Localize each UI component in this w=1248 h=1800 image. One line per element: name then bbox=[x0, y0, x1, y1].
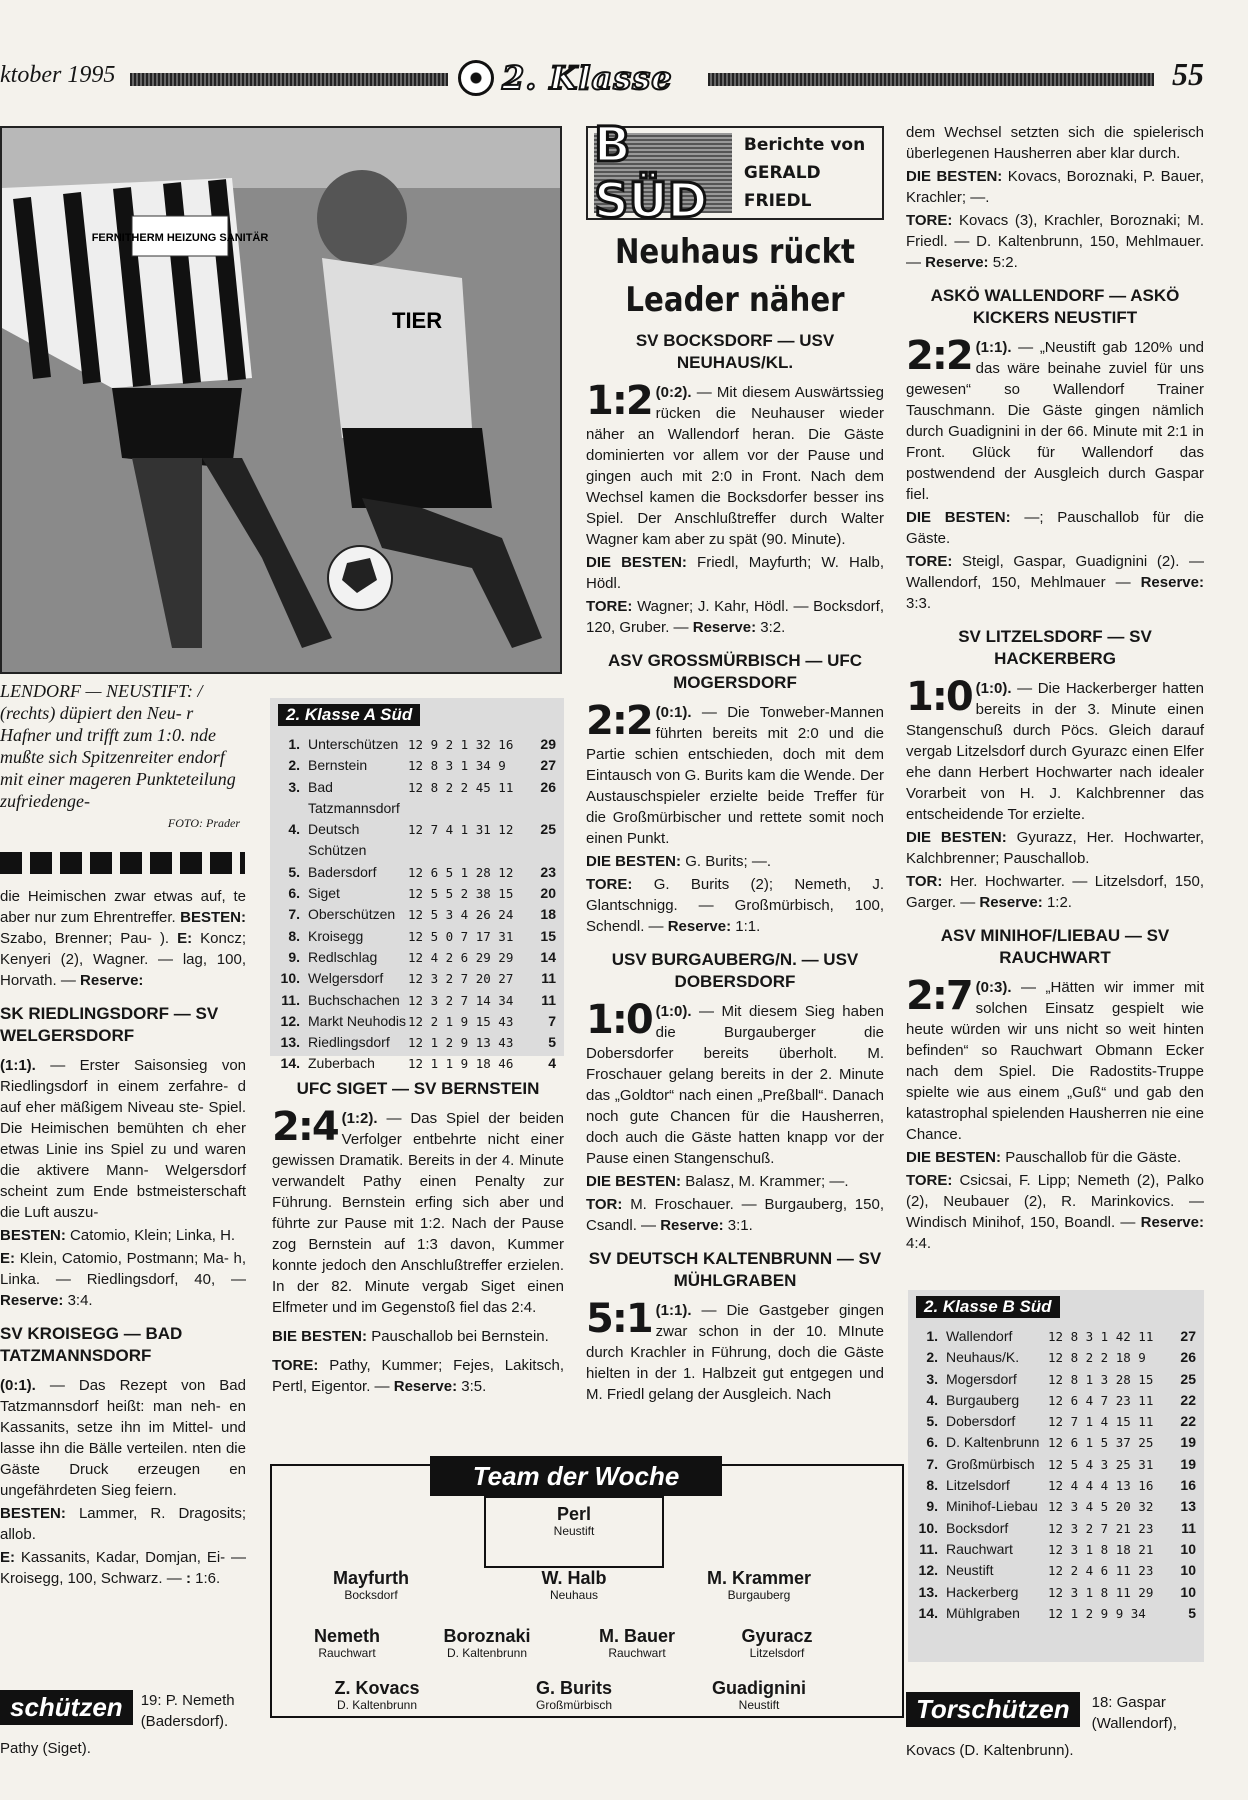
team-of-the-week bbox=[270, 1461, 904, 1718]
left-column bbox=[0, 886, 246, 1591]
rank: 6. bbox=[926, 1434, 938, 1451]
points: 27 bbox=[540, 757, 556, 774]
player-name: Boroznaki bbox=[443, 1626, 531, 1646]
scorers-label: schützen bbox=[0, 1690, 133, 1725]
points: 22 bbox=[1180, 1413, 1196, 1430]
points: 4 bbox=[548, 1055, 556, 1072]
headline: Neuhaus rückt Leader näher bbox=[614, 232, 856, 320]
stats: 12 5 5 2 38 15 bbox=[408, 886, 514, 902]
points: 25 bbox=[540, 821, 556, 838]
match-report: (1:1). — Erster Saisonsieg von Riedlingsdorf in einem zerfahre- d auf eher mäßigem Niveau ste- Spiel. Die Heimischen bemühten ch eher etwas Linie ins Spiel zu und waren die aktivere Mann- Welgersdorf scheint zum Ende bstmeisterschaft die Luft auszu- bbox=[0, 1057, 247, 1221]
team-name: Siget bbox=[308, 885, 340, 902]
stats: 12 3 4 5 20 32 bbox=[1048, 1499, 1154, 1515]
photo-credit: FOTO: Prader bbox=[167, 816, 240, 830]
rank: 6. bbox=[288, 885, 300, 902]
rank: 3. bbox=[926, 1370, 938, 1387]
team-name: Neustift bbox=[946, 1562, 994, 1579]
stats: 12 6 4 7 23 11 bbox=[1048, 1392, 1154, 1408]
stats: 12 6 5 1 28 12 bbox=[408, 864, 514, 880]
table-row bbox=[916, 1369, 1196, 1390]
player-name: Guadignini bbox=[712, 1678, 806, 1698]
table-row bbox=[916, 1518, 1196, 1539]
stats: 12 5 3 4 26 24 bbox=[408, 907, 514, 923]
team-name: Buchschachen bbox=[308, 991, 400, 1008]
header-rule-left bbox=[130, 73, 448, 86]
table-row bbox=[916, 1475, 1196, 1496]
scorers-text-2: Pathy (Siget). bbox=[0, 1740, 91, 1757]
team-name: Unterschützen bbox=[308, 736, 399, 752]
stats: 12 9 2 1 32 16 bbox=[408, 737, 514, 752]
player-name: Z. Kovacs bbox=[334, 1678, 420, 1698]
team-name: Zuberbach bbox=[308, 1055, 375, 1072]
stats: 12 3 2 7 21 23 bbox=[1048, 1520, 1154, 1536]
player-name: Mayfurth bbox=[333, 1568, 409, 1588]
table-row bbox=[916, 1496, 1196, 1517]
table-row bbox=[916, 1582, 1196, 1603]
points: 5 bbox=[548, 1034, 556, 1051]
team-player bbox=[684, 1568, 834, 1603]
table-row bbox=[278, 734, 556, 755]
stats: 12 8 1 3 28 15 bbox=[1048, 1371, 1154, 1387]
points: 10 bbox=[1180, 1540, 1196, 1557]
team-name: Bernstein bbox=[308, 757, 368, 774]
points: 11 bbox=[541, 970, 556, 987]
standings-table-b bbox=[908, 1290, 1204, 1662]
table-row bbox=[916, 1454, 1196, 1475]
rank: 14. bbox=[918, 1604, 938, 1621]
table-row bbox=[278, 990, 556, 1011]
stats: 12 1 2 9 13 43 bbox=[408, 1035, 514, 1051]
stats: 12 3 1 8 11 29 bbox=[1048, 1584, 1154, 1600]
stats: 12 2 1 9 15 43 bbox=[408, 1013, 514, 1029]
team-name: D. Kaltenbrunn bbox=[946, 1434, 1040, 1451]
match-heading: SV BOCKSDORF — USV NEUHAUS/KL. bbox=[635, 331, 835, 372]
points: 25 bbox=[1180, 1370, 1196, 1387]
match-report: 1:2 (0:2). — Mit diesem Auswärtssieg rücken die Neuhauser wieder näher an Wallendorf heran. Die Gäste dominierten vor allem vor der Pause und gingen auch mit 2:0 in Front. Nach dem Wechsel kamen die Bocksdorfer besser ins Spiel. Der Anschlußtreffer durch Walter Wagner kam aber zu spät (90. Minute). bbox=[586, 378, 884, 548]
points: 15 bbox=[540, 927, 556, 944]
rank: 12. bbox=[280, 1012, 300, 1029]
table-row bbox=[916, 1560, 1196, 1581]
match-best: DIE BESTEN: G. Burits; —. bbox=[586, 853, 772, 870]
points: 26 bbox=[540, 778, 556, 795]
points: 26 bbox=[1180, 1349, 1196, 1366]
rank: 13. bbox=[918, 1583, 938, 1600]
team-title: Team der Woche bbox=[430, 1456, 722, 1496]
scorers-text-2: Kovacs (D. Kaltenbrunn). bbox=[906, 1742, 1074, 1759]
table-row bbox=[278, 904, 556, 925]
points: 5 bbox=[1188, 1604, 1196, 1621]
player-club: Rauchwart bbox=[318, 1646, 376, 1660]
photo-caption bbox=[0, 680, 240, 834]
rank: 1. bbox=[926, 1328, 938, 1344]
points: 16 bbox=[1180, 1477, 1196, 1494]
points: 10 bbox=[1180, 1583, 1196, 1600]
section-separator bbox=[0, 852, 245, 874]
rank: 4. bbox=[288, 821, 300, 838]
match-best: DIE BESTEN: Kovacs, Boroznaki, P. Bauer, Krachler; —. bbox=[906, 168, 1204, 206]
match-best: DIE BESTEN: Gyurazz, Her. Hochwarter, Kalchbrenner; Pauschallob. bbox=[906, 829, 1205, 867]
rank: 11. bbox=[919, 1540, 938, 1557]
table-row bbox=[278, 947, 556, 968]
match-best: DIE BESTEN: —; Pauschallob für die Gäste. bbox=[906, 509, 1204, 547]
scorers-text: 19: P. Nemeth (Badersdorf). bbox=[140, 1692, 235, 1730]
issue-date: ktober 1995 bbox=[0, 62, 116, 88]
photo-shirt-right: TIER bbox=[392, 308, 443, 333]
match-report-cont: dem Wechsel setzten sich die spielerisch überlegenen Hausherren aber klar durch. bbox=[906, 124, 1204, 162]
match-report: (0:1). — Das Rezept von Bad Tatzmannsdorf heißt: man neh- en Kassanits, setze ihn im Mittel- und lasse ihn die Bälle verteilen. nten die Gäste Druck erzeugen en ungefährdeten Sieg feiern. bbox=[0, 1377, 246, 1499]
match-goals: TORE: Steigl, Gaspar, Guadignini (2). — Wallendorf, 150, Mehlmauer — Reserve: 3:3. bbox=[906, 553, 1205, 612]
stats: 12 3 2 7 20 27 bbox=[408, 971, 514, 987]
rank: 3. bbox=[288, 778, 300, 795]
match-heading: ASKÖ WALLENDORF — ASKÖ KICKERS NEUSTIFT bbox=[930, 286, 1180, 327]
rank: 2. bbox=[926, 1349, 938, 1366]
points: 20 bbox=[540, 885, 556, 902]
team-name: Kroisegg bbox=[308, 927, 364, 944]
stats: 12 5 4 3 25 31 bbox=[1048, 1456, 1154, 1472]
table-row bbox=[278, 883, 556, 904]
match-heading: USV BURGAUBERG/N. — USV DOBERSDORF bbox=[611, 950, 859, 991]
points: 27 bbox=[1180, 1328, 1196, 1344]
player-club: Neuhaus bbox=[549, 1588, 599, 1602]
player-name: M. Bauer bbox=[598, 1626, 676, 1646]
table-title: 2. Klasse B Süd bbox=[916, 1296, 1060, 1318]
rank: 9. bbox=[926, 1498, 938, 1515]
match-report: 2:7 (0:3). — „Hätten wir immer mit solchen Einsatz gespielt wie heute würden wir uns nicht so weit hinten befinden“ so Rauchwart Obmann Ecker nach dem Spiel. Die Radostits-Truppe spielte wie aus einem „Guß“ und gab den katastrophal spielenden Hausherren nie eine Chance. bbox=[906, 973, 1204, 1143]
region-label: B SÜD bbox=[594, 133, 732, 213]
points: 18 bbox=[540, 906, 556, 923]
player-club: Bocksdorf bbox=[344, 1588, 398, 1602]
match-goals: E: Klein, Catomio, Postmann; Ma- h, Linka. — Riedlingsdorf, 40, — Reserve: 3:4. bbox=[0, 1250, 246, 1309]
match-goals: TOR: Her. Hochwarter. — Litzelsdorf, 150, Garger. — Reserve: 1:2. bbox=[906, 873, 1204, 911]
right-column bbox=[906, 122, 1204, 1256]
football-icon bbox=[458, 60, 494, 96]
player-club: Neustift bbox=[553, 1524, 595, 1538]
byline: Berichte von GERALD FRIEDL bbox=[743, 135, 866, 211]
points: 10 bbox=[1180, 1562, 1196, 1579]
scorers-text: 18: Gaspar (Wallendorf), bbox=[1091, 1694, 1177, 1732]
player-name: G. Burits bbox=[535, 1678, 612, 1698]
team-player bbox=[296, 1568, 446, 1603]
team-name: Badersdorf bbox=[308, 863, 377, 880]
team-name: Dobersdorf bbox=[946, 1413, 1016, 1430]
team-name: Welgersdorf bbox=[308, 970, 384, 987]
rank: 14. bbox=[280, 1055, 300, 1072]
match-goals: E: Kassanits, Kadar, Domjan, Ei- — Kroisegg, 100, Schwarz. — : 1:6. bbox=[0, 1549, 246, 1587]
team-name: Bocksdorf bbox=[946, 1519, 1009, 1536]
team-name: Großmürbisch bbox=[946, 1455, 1035, 1472]
player-name: W. Halb bbox=[541, 1568, 607, 1588]
match-best: DIE BESTEN: Pauschallob für die Gäste. bbox=[906, 1149, 1182, 1166]
match-heading: SK RIEDLINGSDORF — SV WELGERSDORF bbox=[0, 1004, 219, 1045]
player-club: D. Kaltenbrunn bbox=[336, 1698, 418, 1712]
rank: 7. bbox=[926, 1455, 938, 1472]
rank: 7. bbox=[288, 906, 300, 923]
points: 14 bbox=[540, 948, 556, 965]
player-club: Litzelsdorf bbox=[749, 1646, 805, 1660]
stats: 12 7 1 4 15 11 bbox=[1048, 1414, 1154, 1430]
scorers-b bbox=[906, 1692, 1206, 1734]
match-heading: ASV GROSSMÜRBISCH — UFC MOGERSDORF bbox=[607, 651, 863, 692]
rank: 2. bbox=[288, 757, 300, 774]
points: 7 bbox=[548, 1012, 556, 1029]
match-goals: TORE: G. Burits (2); Nemeth, J. Glantschnigg. — Großmürbisch, 100, Schendl. — Reserve: 1:1. bbox=[586, 876, 884, 935]
team-name: Wallendorf bbox=[946, 1328, 1013, 1344]
stats: 12 1 1 9 18 46 bbox=[408, 1056, 514, 1072]
table-row bbox=[916, 1539, 1196, 1560]
left-text: die Heimischen zwar etwas auf, te aber nur zum Ehrentreffer. BESTEN: Szabo, Brenner; Pau- ). E: Koncz; Kenyeri (2), Wagner. — lag, 100, Horvath. — Reserve: bbox=[0, 888, 246, 989]
team-name: Bad Tatzmannsdorf bbox=[308, 778, 400, 816]
match-heading: ASV MINIHOF/LIEBAU — SV RAUCHWART bbox=[940, 926, 1170, 967]
team-name: Mogersdorf bbox=[946, 1370, 1017, 1387]
section-title: 2. Klasse bbox=[458, 56, 708, 100]
table-title: 2. Klasse A Süd bbox=[278, 704, 420, 726]
team-name: Minihof-Liebau bbox=[946, 1498, 1038, 1515]
team-name: Riedlingsdorf bbox=[308, 1034, 390, 1051]
team-player bbox=[499, 1678, 649, 1713]
stats: 12 5 0 7 17 31 bbox=[408, 928, 514, 944]
table-row bbox=[278, 926, 556, 947]
stats: 12 7 4 1 31 12 bbox=[408, 822, 514, 838]
table-row bbox=[278, 819, 556, 862]
rank: 8. bbox=[926, 1477, 938, 1494]
points: 29 bbox=[540, 736, 556, 752]
header-rule-right bbox=[708, 73, 1154, 86]
stats: 12 8 3 1 42 11 bbox=[1048, 1329, 1154, 1344]
photo-caption-text: LENDORF — NEUSTIFT: / (rechts) düpiert den Neu- r Hafner und trifft zum 1:0. nde mußte sich Spitzenreiter endorf mit einer mageren Punkteteilung zufriedenge- bbox=[0, 681, 236, 811]
stats: 12 4 4 4 13 16 bbox=[1048, 1478, 1154, 1494]
points: 19 bbox=[1180, 1455, 1196, 1472]
rank: 11. bbox=[281, 991, 300, 1008]
match-report: 2:2 (0:1). — Die Tonweber-Mannen führten bereits mit 2:0 und die Partie schien entschieden, doch mit dem Eintausch von G. Burits kam die Wende. Der Austauschspieler erzielte beide Treffer für die Großmürbischer und rettete somit noch einen Punkt. bbox=[586, 698, 885, 847]
rank: 4. bbox=[926, 1391, 938, 1408]
stats: 12 2 4 6 11 23 bbox=[1048, 1563, 1154, 1579]
match-report: 5:1 (1:1). — Die Gastgeber gingen zwar schon in der 10. MInute durch Krachler in Führung, doch die Gäste hielten in der 1. Halbzeit gut entgegen und M. Friedl gelang der Ausgleich. Nach bbox=[586, 1296, 884, 1403]
player-club: D. Kaltenbrunn bbox=[446, 1646, 528, 1660]
match-best: BESTEN: Catomio, Klein; Linka, H. bbox=[0, 1227, 236, 1244]
siget-article bbox=[272, 1066, 564, 1399]
rank: 10. bbox=[918, 1519, 938, 1536]
match-photo bbox=[0, 126, 562, 674]
region-header bbox=[586, 117, 884, 229]
stats: 12 8 2 2 45 11 bbox=[408, 779, 514, 795]
team-player bbox=[302, 1678, 452, 1713]
rank: 1. bbox=[288, 736, 300, 752]
team-name: Litzelsdorf bbox=[946, 1477, 1010, 1494]
player-name: Perl bbox=[556, 1504, 592, 1524]
stats: 12 1 2 9 9 34 bbox=[1048, 1605, 1146, 1621]
page-number: 55 bbox=[1172, 56, 1204, 92]
player-name: Gyuracz bbox=[741, 1626, 813, 1646]
stats: 12 8 2 2 18 9 bbox=[1048, 1350, 1146, 1366]
rank: 5. bbox=[926, 1413, 938, 1430]
standings-table-a bbox=[270, 698, 564, 1072]
rank: 9. bbox=[288, 948, 300, 965]
team-name: Mühlgraben bbox=[946, 1604, 1020, 1621]
table-row bbox=[278, 862, 556, 883]
team-player bbox=[684, 1678, 834, 1713]
team-name: Markt Neuhodis bbox=[308, 1012, 407, 1029]
stats: 12 4 2 6 29 29 bbox=[408, 949, 514, 965]
table-row bbox=[916, 1411, 1196, 1432]
table-row bbox=[916, 1326, 1196, 1347]
player-club: Burgauberg bbox=[727, 1588, 791, 1602]
table-row bbox=[278, 1011, 556, 1032]
team-name: Rauchwart bbox=[946, 1540, 1013, 1557]
team-name: Redlschlag bbox=[308, 948, 378, 965]
team-name: Hackerberg bbox=[946, 1583, 1019, 1600]
match-heading: SV DEUTSCH KALTENBRUNN — SV MÜHLGRABEN bbox=[588, 1249, 882, 1290]
player-name: Nemeth bbox=[313, 1626, 380, 1646]
rank: 8. bbox=[288, 927, 300, 944]
middle-column bbox=[586, 330, 884, 1407]
points: 11 bbox=[1181, 1519, 1196, 1536]
stats: 12 6 1 5 37 25 bbox=[1048, 1435, 1154, 1451]
stats: 12 8 3 1 34 9 bbox=[408, 758, 506, 774]
points: 19 bbox=[1180, 1434, 1196, 1451]
table-row bbox=[916, 1432, 1196, 1453]
team-player bbox=[702, 1626, 852, 1661]
rank: 5. bbox=[288, 863, 300, 880]
match-best: DIE BESTEN: Balasz, M. Krammer; —. bbox=[586, 1173, 849, 1190]
table-row bbox=[916, 1347, 1196, 1368]
scorers-a bbox=[0, 1690, 246, 1732]
points: 23 bbox=[540, 863, 556, 880]
match-best: DIE BESTEN: Friedl, Mayfurth; W. Halb, Hödl. bbox=[586, 554, 884, 592]
rank: 12. bbox=[918, 1562, 938, 1579]
match-report: 1:0 (1:0). — Die Hackerberger hatten bereits in der 3. Minute einen Stangenschuß durch Pöcs. Gleich darauf vergab Litzelsdorf durch Gyurazc einen Elfer ehe dann Herbert Hochwarter nach idealer Vorarbeit von H. J. Kalchbrenner das entscheidende Tor erzielte. bbox=[906, 674, 1204, 823]
points: 11 bbox=[541, 991, 556, 1008]
match-goals: TORE: Kovacs (3), Krachler, Boroznaki; M. Friedl. — D. Kaltenbrunn, 150, Mehlmauer. — Reserve: 5:2. bbox=[906, 212, 1204, 271]
match-goals: TOR: M. Froschauer. — Burgauberg, 150, Csandl. — Reserve: 3:1. bbox=[586, 1196, 884, 1234]
table-row bbox=[278, 1032, 556, 1053]
points: 22 bbox=[1180, 1391, 1196, 1408]
match-goals: TORE: Pathy, Kummer; Fejes, Lakitsch, Pertl, Eigentor. — Reserve: 3:5. bbox=[272, 1357, 564, 1395]
match-goals: TORE: Csicsai, F. Lipp; Nemeth (2), Palko (2), Neubauer (2), R. Marinkovics. — Windisch Minihof, 150, Boandl. — Reserve: 4:4. bbox=[906, 1172, 1204, 1252]
rank: 10. bbox=[280, 970, 300, 987]
player-club: Rauchwart bbox=[608, 1646, 666, 1660]
stats: 12 3 1 8 18 21 bbox=[1048, 1541, 1154, 1557]
table-row bbox=[278, 777, 556, 820]
match-goals: TORE: Wagner; J. Kahr, Hödl. — Bocksdorf, 120, Gruber. — Reserve: 3:2. bbox=[586, 598, 884, 636]
match-heading: SV KROISEGG — BAD TATZMANNSDORF bbox=[0, 1324, 183, 1365]
rank: 13. bbox=[280, 1034, 300, 1051]
match-best: BIE BESTEN: Pauschallob bei Bernstein. bbox=[272, 1328, 549, 1345]
scorers-label: Torschützen bbox=[906, 1692, 1080, 1727]
team-name: Deutsch Schützen bbox=[308, 821, 367, 859]
team-player bbox=[499, 1504, 649, 1539]
player-club: Neustift bbox=[738, 1698, 780, 1712]
photo-shirt-left: FERNITHERM HEIZUNG SANITÄR bbox=[91, 232, 269, 244]
table-row bbox=[278, 755, 556, 776]
player-name: M. Krammer bbox=[706, 1568, 812, 1588]
match-heading: SV LITZELSDORF — SV HACKERBERG bbox=[958, 627, 1152, 668]
team-player bbox=[562, 1626, 712, 1661]
player-club: Großmürbisch bbox=[535, 1698, 612, 1712]
match-report: 1:0 (1:0). — Mit diesem Sieg haben die Burgauberger die Dobersdorfer bereits überholt. M. Froschauer gelang bereits in der 2. Minute das „Goldtor“ nach einen „Preßball“. Danach noch gute Chancen für die Hausherren, doch auch die Gäste hatten knapp vor der Pause einen Stangenschuß. bbox=[586, 997, 884, 1167]
table-row bbox=[916, 1390, 1196, 1411]
table-row bbox=[916, 1603, 1196, 1624]
match-report: 2:2 (1:1). — „Neustift gab 120% und das wäre beinahe zuviel für uns gewesen“ so Wallendorf Trainer Tauschmann. Die Gäste gingen nämlich durch Guadignini in der 66. Minute mit 2:1 in Front. Glück für Wallendorf das postwendend der Ausgleich durch Gaspar fiel. bbox=[906, 333, 1205, 503]
team-player bbox=[412, 1626, 562, 1661]
team-player bbox=[499, 1568, 649, 1603]
table-row bbox=[278, 968, 556, 989]
team-name: Oberschützen bbox=[308, 906, 396, 923]
stats: 12 3 2 7 14 34 bbox=[408, 992, 514, 1008]
team-name: Burgauberg bbox=[946, 1391, 1020, 1408]
points: 13 bbox=[1180, 1498, 1196, 1515]
match-best: BESTEN: Lammer, R. Dragosits; allob. bbox=[0, 1505, 246, 1543]
match-report: 2:4 (1:2). — Das Spiel der beiden Verfolger entbehrte nicht einer gewissen Dramatik. Bereits in der 4. Minute verwandelt Pathy einen Penalty zur Führung. Bernstein erfing sich aber und führte zur Pause mit 1:2. Nach der Pause zog Bernstein auf 1:3 davon, Kummer konnte jedoch den Anschlußtreffer erzielen. In der 82. Minute vergab Siget einen Elfmeter und im Gegenstoß fiel das 2:4. bbox=[272, 1104, 564, 1316]
team-player bbox=[272, 1626, 422, 1661]
team-name: Neuhaus/K. bbox=[946, 1349, 1020, 1366]
match-heading: UFC SIGET — SV BERNSTEIN bbox=[296, 1079, 540, 1098]
